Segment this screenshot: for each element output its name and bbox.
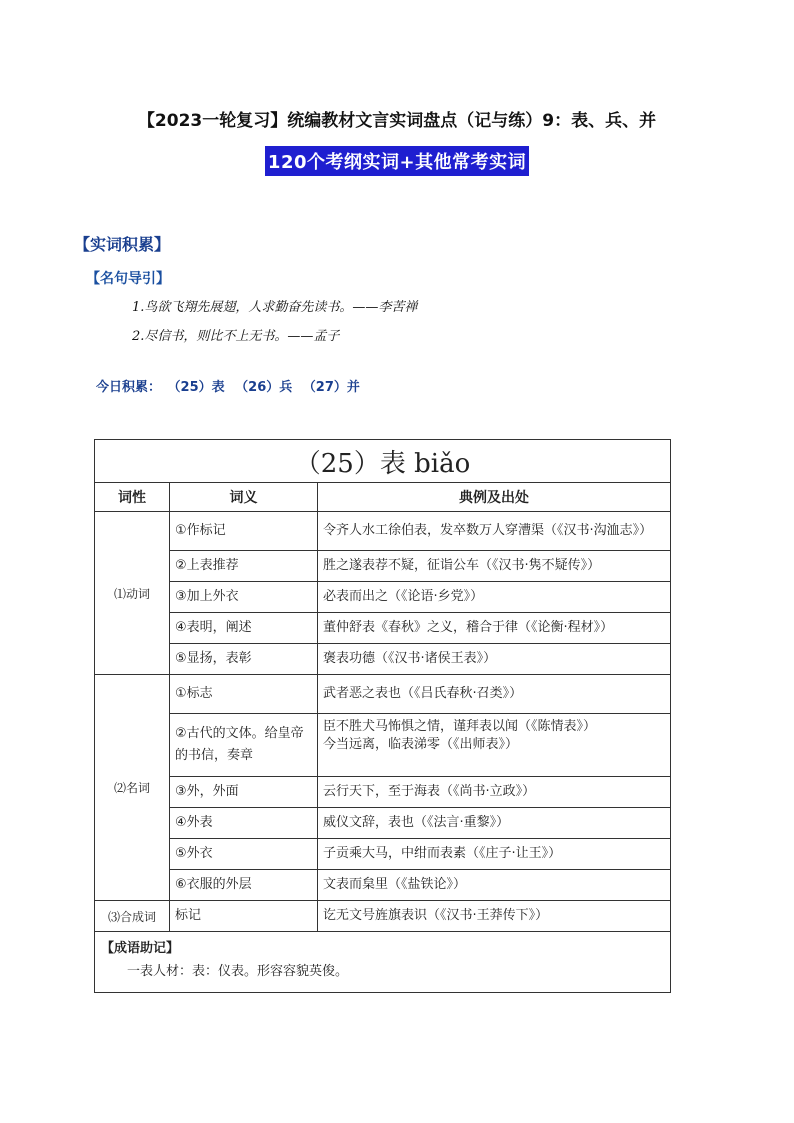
meaning-cell: ③外，外面 <box>170 777 318 808</box>
table-row <box>95 808 671 839</box>
table-heading: （25）表 biǎo <box>95 440 671 483</box>
today-item: （25）表 <box>167 380 225 395</box>
table-row <box>95 644 671 675</box>
section-heading: 【实词积累】 <box>74 235 171 254</box>
document-subtitle: 120个考纲实词+其他常考实词 <box>265 146 529 176</box>
subtitle-wrap <box>0 146 794 176</box>
example-cell: 董仲舒表《春秋》之义，稽合于律（《论衡·程材》） <box>318 613 671 644</box>
meaning-cell: 标记 <box>170 901 318 932</box>
pos-cell: ⑵名词 <box>95 675 170 901</box>
example-line: 臣不胜犬马怖惧之情，谨拜表以闻（《陈情表》） <box>323 719 597 734</box>
example-cell: 子贡乘大马，中绀而表素（《庄子·让王》） <box>318 839 671 870</box>
quotes-heading: 【名句导引】 <box>86 271 170 287</box>
quote-line: 2.尽信书，则比不上无书。——孟子 <box>132 329 340 344</box>
note-row <box>95 932 671 993</box>
table-row <box>95 675 671 714</box>
example-cell: 讫无文号旌旗表识（《汉书·王莽传下》） <box>318 901 671 932</box>
example-cell: 云行天下，至于海表（《尚书·立政》） <box>318 777 671 808</box>
example-cell: 文表而枲里（《盐铁论》） <box>318 870 671 901</box>
example-cell <box>318 714 671 777</box>
quote-line: 1.鸟欲飞翔先展翅，人求勤奋先读书。——李苦禅 <box>132 300 418 315</box>
meaning-cell: ①标志 <box>170 675 318 714</box>
table-row <box>95 512 671 551</box>
table-row <box>95 613 671 644</box>
today-item: （26）兵 <box>235 380 293 395</box>
meaning-cell: ②古代的文体。给皇帝的书信，奏章 <box>170 714 318 777</box>
word-table <box>94 439 671 993</box>
note-body: 一表人材：表：仪表。形容容貌英俊。 <box>127 964 349 979</box>
meaning-cell: ⑤外衣 <box>170 839 318 870</box>
column-header-meaning: 词义 <box>170 483 318 512</box>
meaning-cell: ⑥衣服的外层 <box>170 870 318 901</box>
table-row <box>95 714 671 777</box>
meaning-cell: ③加上外衣 <box>170 582 318 613</box>
meaning-cell: ②上表推荐 <box>170 551 318 582</box>
idiom-note <box>95 932 671 993</box>
today-accumulation <box>96 376 366 395</box>
table-row <box>95 551 671 582</box>
example-cell: 威仪文辞，表也（《法言·重黎》） <box>318 808 671 839</box>
today-label: 今日积累： <box>96 380 162 395</box>
document-title: 【2023一轮复习】统编教材文言实词盘点（记与练）9：表、兵、并 <box>137 111 657 131</box>
meaning-cell: ①作标记 <box>170 512 318 551</box>
meaning-cell: ⑤显扬，表彰 <box>170 644 318 675</box>
example-cell: 武者恶之表也（《吕氏春秋·召类》） <box>318 675 671 714</box>
meaning-cell: ④表明，阐述 <box>170 613 318 644</box>
example-line: 今当远离，临表涕零（《出师表》） <box>323 737 519 752</box>
today-item: （27）并 <box>302 380 360 395</box>
example-cell: 令齐人水工徐伯表，发卒数万人穿漕渠（《汉书·沟洫志》） <box>318 512 671 551</box>
pos-cell: ⑴动词 <box>95 512 170 675</box>
pos-cell: ⑶合成词 <box>95 901 170 932</box>
example-cell: 必表而出之（《论语·乡党》） <box>318 582 671 613</box>
note-title: 【成语助记】 <box>101 941 180 956</box>
table-row <box>95 901 671 932</box>
meaning-cell: ④外表 <box>170 808 318 839</box>
example-cell: 胜之遂表荐不疑，征诣公车（《汉书·隽不疑传》） <box>318 551 671 582</box>
table-row <box>95 582 671 613</box>
column-header-example: 典例及出处 <box>318 483 671 512</box>
example-cell: 褒表功德（《汉书·诸侯王表》） <box>318 644 671 675</box>
table-row <box>95 777 671 808</box>
column-header-pos: 词性 <box>95 483 170 512</box>
table-header-row <box>95 483 671 512</box>
table-row <box>95 870 671 901</box>
table-row <box>95 839 671 870</box>
